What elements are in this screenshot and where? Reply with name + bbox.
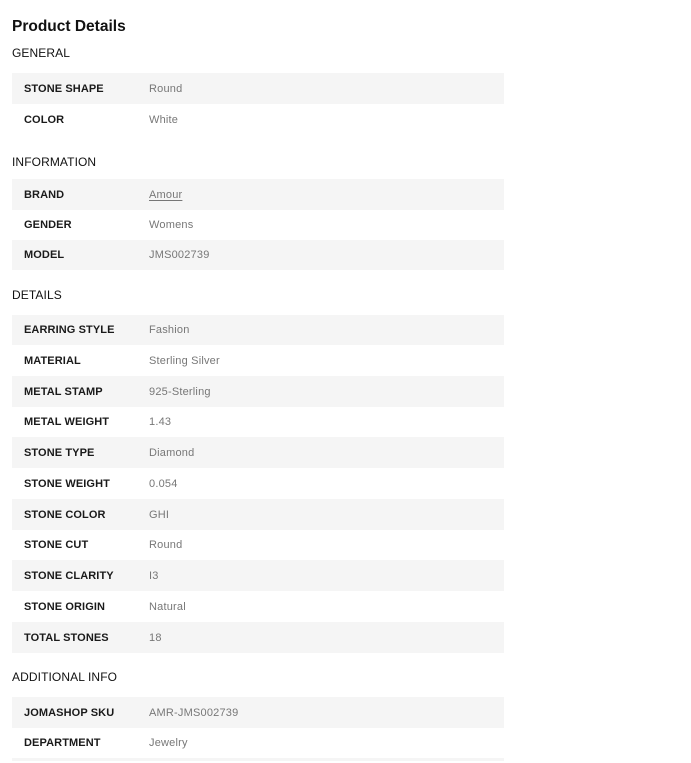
spec-value: JMS002739 — [149, 249, 210, 261]
spec-label: STONE COLOR — [24, 508, 106, 521]
spec-label: STONE ORIGIN — [24, 600, 106, 613]
spec-row-stone-weight — [12, 468, 504, 499]
spec-value: Round — [149, 82, 183, 95]
spec-label: METAL STAMP — [24, 385, 103, 398]
section-title-general: GENERAL — [12, 46, 71, 60]
spec-row-stone-type — [12, 437, 504, 468]
spec-table-details — [12, 315, 504, 653]
spec-value: Sterling Silver — [149, 354, 220, 367]
spec-row-stone-clarity — [12, 560, 504, 591]
spec-row-stone-cut — [12, 530, 504, 560]
spec-row-stone-color — [12, 499, 504, 530]
spec-label: STONE TYPE — [24, 446, 95, 459]
spec-row-earring-style — [12, 315, 504, 345]
spec-value: Fashion — [149, 324, 190, 336]
spec-label: STONE WEIGHT — [24, 477, 110, 490]
spec-row-stone-shape — [12, 73, 504, 104]
spec-label: STONE CUT — [24, 539, 89, 551]
spec-value: White — [149, 113, 179, 126]
section-title-information: INFORMATION — [12, 155, 97, 169]
spec-value: 1.43 — [149, 416, 172, 428]
spec-label: STONE CLARITY — [24, 569, 114, 582]
spec-value: Diamond — [149, 446, 195, 459]
spec-label: COLOR — [24, 113, 65, 126]
spec-label: BRAND — [24, 188, 65, 201]
brand-link[interactable]: Amour — [149, 188, 183, 201]
spec-row-material — [12, 345, 504, 376]
product-details-panel — [12, 0, 504, 761]
spec-table-additional-info — [12, 697, 504, 761]
section-title-additional-info: ADDITIONAL INFO — [12, 670, 118, 684]
spec-row-brand — [12, 179, 504, 210]
spec-value: 18 — [149, 631, 162, 644]
spec-row-jomashop-sku — [12, 697, 504, 728]
page-title: Product Details — [12, 18, 126, 35]
spec-table-general — [12, 73, 504, 135]
spec-value: Jewelry — [149, 737, 188, 749]
spec-row-metal-stamp — [12, 376, 504, 407]
spec-value: AMR-JMS002739 — [149, 706, 239, 719]
spec-label: METAL WEIGHT — [24, 416, 110, 428]
spec-row-partial — [12, 758, 504, 761]
spec-label: MATERIAL — [24, 354, 81, 367]
spec-value: Natural — [149, 600, 186, 613]
spec-row-gender — [12, 210, 504, 240]
spec-table-information — [12, 179, 504, 270]
spec-row-color — [12, 104, 504, 135]
spec-value: GHI — [149, 508, 170, 521]
spec-value: I3 — [149, 569, 159, 582]
spec-label: TOTAL STONES — [24, 631, 109, 644]
spec-row-metal-weight — [12, 407, 504, 437]
spec-label: STONE SHAPE — [24, 82, 104, 95]
spec-label: MODEL — [24, 249, 65, 261]
spec-label: DEPARTMENT — [24, 737, 101, 749]
spec-label: GENDER — [24, 219, 72, 231]
spec-label: JOMASHOP SKU — [24, 706, 115, 719]
spec-value: 0.054 — [149, 477, 178, 490]
spec-value: Womens — [149, 219, 194, 231]
spec-value: Round — [149, 539, 183, 551]
spec-row-stone-origin — [12, 591, 504, 622]
spec-value: 925-Sterling — [149, 385, 211, 398]
spec-row-model — [12, 240, 504, 270]
section-title-details: DETAILS — [12, 288, 62, 302]
spec-row-total-stones — [12, 622, 504, 653]
spec-label: EARRING STYLE — [24, 324, 115, 336]
spec-row-department — [12, 728, 504, 758]
